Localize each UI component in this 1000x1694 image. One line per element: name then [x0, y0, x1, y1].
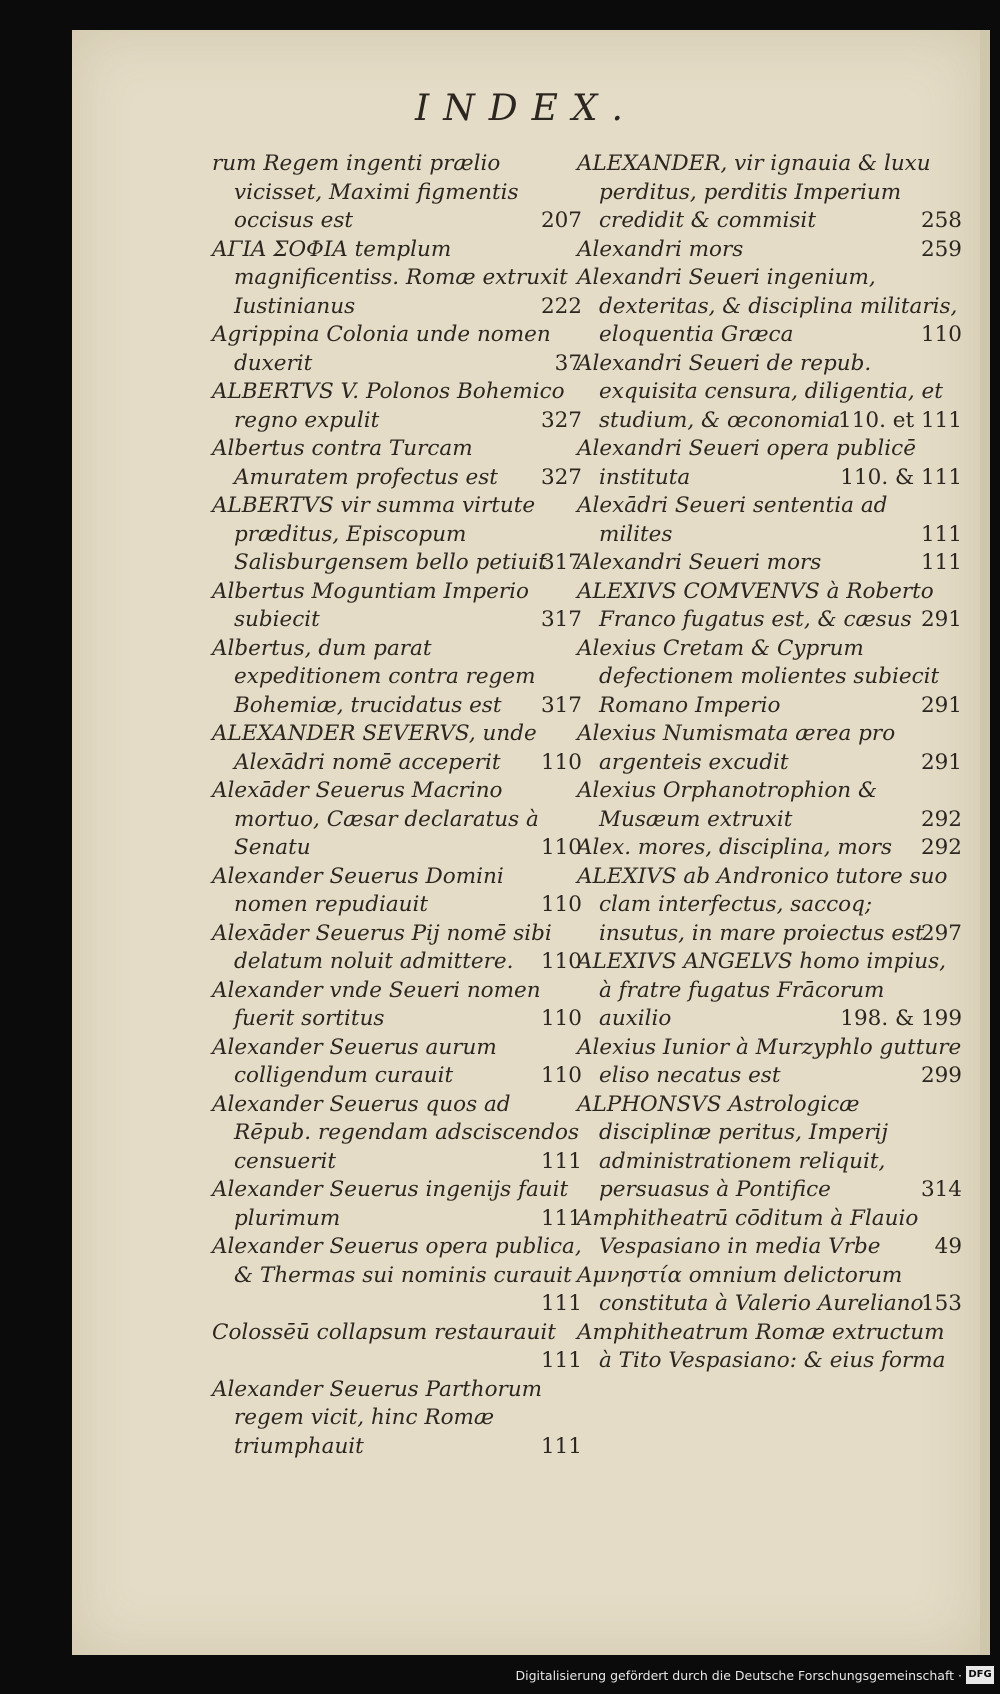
page-reference: 258: [920, 208, 962, 233]
page-reference: 153: [920, 1291, 962, 1316]
entry-text: Alexander Seuerus aurum colligendum curauit: [212, 1034, 497, 1088]
entry-text: Amphitheatrū cōditum à Flauio Vespasiano in media Vrbe: [577, 1205, 919, 1259]
entry-text: Alexāder Seuerus Pij nomē sibi delatum noluit admittere.: [212, 920, 552, 974]
entry-text: Colossēū collapsum restaurauit: [212, 1319, 556, 1345]
entry-text: Alexander Seuerus ingenijs fauit plurimum: [212, 1177, 569, 1231]
dfg-logo: DFG: [966, 1666, 994, 1684]
index-entry: [212, 720, 582, 777]
entry-text: Alexāder Seuerus Macrino mortuo, Cæsar declaratus à Senatu: [212, 778, 539, 860]
index-entry: [577, 492, 962, 549]
page-reference: 110: [540, 835, 582, 860]
entry-text: Alexandri mors: [577, 236, 744, 262]
index-column-right: [577, 150, 962, 1376]
entry-text: ALEXIVS ab Andronico tutore suo clam interfectus, saccoq; insutus, in mare proiectus est: [577, 863, 948, 946]
entry-text: Alexander Seuerus Domini nomen repudiauit: [212, 863, 504, 917]
index-entry: [577, 150, 962, 236]
index-entry: [212, 236, 582, 322]
index-entry: [212, 863, 582, 920]
page-reference: 297: [920, 920, 962, 946]
index-entry: [577, 1034, 962, 1091]
book-page: [72, 30, 990, 1655]
entry-text: ALEXANDER, vir ignauia & luxu perditus, perditis Imperium credidit & commisit: [577, 151, 931, 233]
footer-bar: [0, 1660, 1000, 1694]
index-entry: [212, 378, 582, 435]
page-reference: 198. & 199: [840, 1006, 962, 1031]
entry-text: ALBERTVS V. Polonos Bohemico regno expulit: [212, 379, 565, 433]
entry-text: Alexander Seuerus Parthorum regem vicit, hinc Romæ triumphauit: [212, 1376, 543, 1459]
entry-text: ΑΓΙΑ ΣΟΦΙΑ templum magnificentiss. Romæ extruxit Iustinianus: [212, 236, 568, 319]
entry-text: Amphitheatrum Romæ extructum à Tito Vespasiano: & eius forma: [577, 1319, 946, 1373]
page-reference: 299: [920, 1063, 962, 1088]
index-entry: [577, 264, 962, 350]
entry-text: Alexandri Seueri mors: [577, 550, 822, 575]
page-reference: 259: [920, 236, 962, 262]
index-column-left: [212, 150, 582, 1461]
page-reference: 207: [540, 208, 582, 233]
entry-text: ALPHONSVS Astrologicæ disciplinæ peritus, Imperij administrationem reliquit, persuasus à Pontifice: [577, 1091, 889, 1202]
entry-text: Alex. mores, disciplina, mors: [577, 835, 893, 860]
entry-text: Alexander Seuerus opera publica, & Thermas sui nominis curauit: [212, 1234, 582, 1288]
page-reference: 292: [920, 806, 962, 832]
index-entry: [577, 777, 962, 834]
entry-text: Albertus contra Turcam Amuratem profectus est: [212, 436, 498, 490]
index-entry: [212, 1176, 582, 1233]
page-reference: 291: [920, 749, 962, 775]
index-entry: [577, 549, 962, 578]
page-reference: 111: [540, 1433, 582, 1459]
page-reference: 111: [540, 1291, 582, 1316]
page-reference: 111: [540, 1148, 582, 1174]
page-reference: 110: [540, 892, 582, 917]
page-reference: 222: [540, 293, 582, 319]
index-entry: [577, 635, 962, 721]
index-entry: [577, 350, 962, 436]
page-header: INDEX.: [415, 88, 637, 129]
entry-text: Alexius Cretam & Cyprum defectionem molientes subiecit Romano Imperio: [577, 635, 940, 718]
page-reference: 292: [920, 835, 962, 860]
index-entry: [212, 635, 582, 721]
page-reference: 110: [540, 1006, 582, 1031]
entry-text: Alexandri Seueri de repub. exquisita censura, diligentia, et studium, & œconomia: [577, 350, 943, 433]
page-reference: 110: [540, 1063, 582, 1088]
entry-text: Albertus Moguntiam Imperio subiecit: [212, 578, 529, 632]
index-entry: [577, 435, 962, 492]
index-entry: [212, 977, 582, 1034]
page-reference: 111: [920, 521, 962, 547]
index-entry: [577, 1091, 962, 1205]
entry-text: Alexandri Seueri opera publicē instituta: [577, 436, 916, 490]
index-entry: [577, 948, 962, 1034]
index-entry: [577, 1205, 962, 1262]
entry-text: Alexandri Seueri ingenium, dexteritas, & disciplina militaris, eloquentia Græca: [577, 265, 958, 347]
page-reference: 110: [540, 949, 582, 974]
entry-text: Αμνηστία omnium delictorum constituta à Valerio Aureliano: [577, 1262, 924, 1316]
page-reference: 111: [540, 1205, 582, 1231]
index-entry: [577, 578, 962, 635]
index-entry: [212, 1233, 582, 1319]
index-entry: [577, 863, 962, 949]
index-entry: [212, 321, 582, 378]
index-entry: [212, 777, 582, 863]
index-entry: [212, 1376, 582, 1462]
page-reference: 327: [540, 464, 582, 490]
index-entry: [577, 1319, 962, 1376]
entry-text: rum Regem ingenti prælio vicisset, Maximi figmentis occisus est: [212, 151, 519, 233]
footer-credit: Digitalisierung gefördert durch die Deutsche Forschungsgemeinschaft ·: [515, 1668, 962, 1683]
page-reference: 49: [934, 1234, 962, 1259]
entry-text: Agrippina Colonia unde nomen duxerit: [212, 322, 551, 376]
index-entry: [212, 492, 582, 578]
entry-text: Albertus, dum parat expeditionem contra regem Bohemiæ, trucidatus est: [212, 635, 536, 718]
page-reference: 317: [540, 692, 582, 718]
index-entry: [212, 435, 582, 492]
entry-text: Alexius Numismata ærea pro argenteis excudit: [577, 721, 896, 775]
page-reference: 314: [920, 1177, 962, 1202]
entry-text: ALEXIVS COMVENVS à Roberto Franco fugatus est, & cæsus: [577, 578, 934, 632]
index-entry: [577, 1262, 962, 1319]
page-reference: 110: [540, 749, 582, 775]
entry-text: Alexius Orphanotrophion & Musæum extruxit: [577, 778, 878, 832]
page-reference: 37: [554, 350, 582, 376]
index-entry: [212, 150, 582, 236]
index-entry: [577, 720, 962, 777]
entry-text: Alexādri Seueri sententia ad milites: [577, 493, 888, 547]
page-reference: 110: [920, 322, 962, 347]
index-entry: [577, 236, 962, 265]
page-reference: 317: [540, 550, 582, 575]
entry-text: ALEXANDER SEVERVS, unde Alexādri nomē acceperit: [212, 721, 537, 775]
page-reference: 111: [920, 550, 962, 575]
page-reference: 110. & 111: [840, 464, 962, 490]
entry-text: ALEXIVS ANGELVS homo impius, à fratre fugatus Frācorum auxilio: [577, 949, 946, 1031]
index-entry: [212, 1319, 582, 1376]
page-reference: 110. et 111: [838, 407, 962, 433]
page-reference: 291: [920, 692, 962, 718]
index-entry: [577, 834, 962, 863]
page-reference: 327: [540, 407, 582, 433]
entry-text: Alexander Seuerus quos ad Rēpub. regendam adsciscendos censuerit: [212, 1091, 580, 1174]
page-reference: 291: [920, 607, 962, 632]
index-entry: [212, 1034, 582, 1091]
entry-text: Alexius Iunior à Murzyphlo gutture eliso necatus est: [577, 1034, 962, 1088]
page-reference: 317: [540, 607, 582, 632]
index-entry: [212, 920, 582, 977]
entry-text: Alexander vnde Seueri nomen fuerit sortitus: [212, 977, 541, 1031]
index-entry: [212, 1091, 582, 1177]
entry-text: ALBERTVS vir summa virtute præditus, Episcopum Salisburgensem bello petiuit: [212, 493, 547, 575]
page-reference: 111: [540, 1348, 582, 1373]
index-entry: [212, 578, 582, 635]
